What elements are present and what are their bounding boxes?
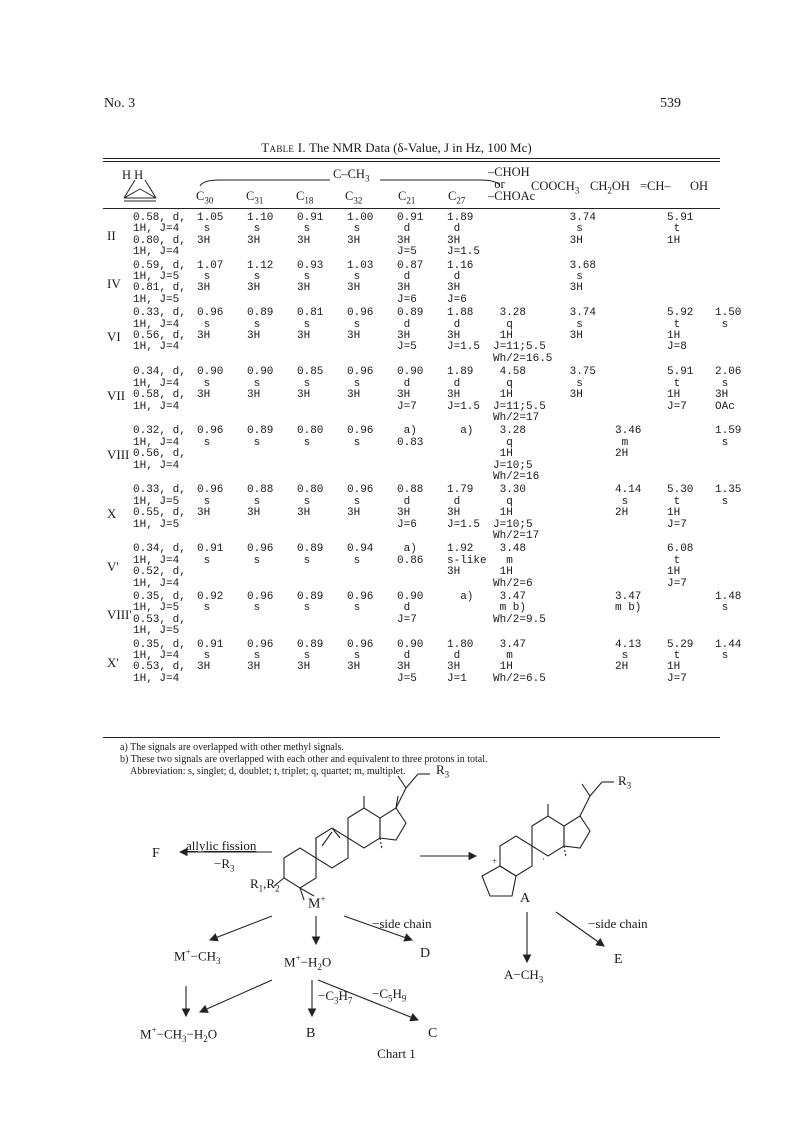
cell-c32: 0.96 s [347,591,374,615]
fragment-a-structure-icon [482,782,614,896]
cell-chohoac: 3.47 m 1H Wh/2=6.5 [493,638,546,685]
cell-ch2oh: 3.46 m 2H [615,425,642,461]
m-ch3-h2o-label: $M^+-CH_3-H_2O$ [140,1025,218,1044]
cell-c18: 0.89 s [297,591,324,615]
m-to-m-ch3-arrow [210,916,272,940]
e-label: E [614,952,623,967]
cell-cp: 0.32, d, 1H, J=4 0.56, d, 1H, J=4 [133,425,186,472]
compound-label: X [107,506,117,522]
cell-c32: 0.96 s 3H [347,366,374,402]
b-label: B [306,1026,316,1041]
cell-c18: 0.89 s [297,543,324,567]
compound-label: VI [107,329,121,345]
allylic-fission-label: allylic fission [186,838,257,853]
c18-heading: $C_{18}$ [296,189,314,206]
c30-heading: $C_{30}$ [196,189,214,206]
minus-side-chain-label-2: −side chain [588,916,648,931]
cell-c21: 0.87 d 3H J=6 [397,259,424,306]
cell-cp: 0.59, d, 1H, J=5 0.81, d, 1H, J=5 [133,259,186,306]
cell-vinyl: 5.29 t 1H J=7 [667,638,694,685]
f-label: F [152,846,160,861]
cell-vinyl: 5.92 t 1H J=8 [667,307,694,354]
cell-c27: 1.88 d 3H J=1.5 [447,307,481,354]
c21-heading: $C_{21}$ [398,189,416,206]
cell-c31: 0.96 s 3H [247,638,274,674]
cell-cp: 0.35, d, 1H, J=5 0.53, d, 1H, J=5 [133,591,186,638]
cell-chohoac: 3.47 m b) Wh/2=9.5 [493,591,546,626]
cell-c30: 1.05 s 3H [197,212,224,247]
cell-c32: 0.96 s [347,425,374,449]
minus-side-chain-label: −side chain [372,916,432,931]
cell-c31: 0.96 s [247,543,274,567]
cell-c32: 0.96 s 3H [347,307,374,343]
vinyl-heading: =CH– [640,179,671,193]
compound-label: VII [107,388,126,404]
cell-ch2oh: 3.47 m b) [615,591,642,615]
cell-c31: 0.89 s 3H [247,307,274,343]
cell-vinyl: 6.08 t 1H J=7 [667,543,694,590]
cell-oh: 1.50 s [715,307,742,331]
cell-cp: 0.58, d, 1H, J=4 0.80, d, 1H, J=4 [133,212,186,259]
cycloartane-structure-icon [274,774,430,900]
cell-c30: 0.91 s [197,543,224,567]
cell-c21: 0.91 d 3H J=5 [397,212,424,259]
cell-c31: 0.89 s [247,425,274,449]
cell-c30: 1.07 s 3H [197,259,224,295]
cell-c18: 0.89 s 3H [297,638,324,674]
a-ch3-label: $A-CH_3$ [504,967,544,985]
cell-c31: 0.96 s [247,591,274,615]
cell-c27: a) [447,591,474,603]
abbreviation-note: Abbreviation: s, singlet; d, doublet; t, triplet; q, quartet; m, multiplet. [130,766,406,777]
cell-c27: 1.89 d 3H J=1.5 [447,212,481,259]
ch2oh-heading: $CH_2OH$ [590,179,630,196]
minus-c3h7-label: $-C_3H_7$ [318,988,353,1006]
cell-c31: 0.88 s 3H [247,484,274,520]
cell-oh: 1.59 s [715,425,742,449]
cell-c18: 0.91 s 3H [297,212,324,247]
cell-vinyl: 5.91 t 1H [667,212,694,247]
r3-right-label: $R_3$ [618,773,632,791]
cell-chohoac: 3.48 m 1H Wh/2=6 [493,543,533,590]
r3-left-label: $R_3$ [436,762,450,780]
cell-c21: 0.89 d 3H J=5 [397,307,424,354]
compound-label: X' [107,654,119,670]
cell-c18: 0.81 s 3H [297,307,324,343]
cell-c27: 1.16 d 3H J=6 [447,259,474,306]
cell-c32: 0.94 s [347,543,374,567]
cell-oh: 1.35 s [715,484,742,508]
page-number: 539 [660,96,681,111]
cell-chohoac: 3.28 q 1H J=10;5 Wh/2=16 [493,425,540,483]
m-h2o-label: $M^+-H_2O$ [284,953,332,972]
c27-heading: $C_{27}$ [448,189,466,206]
cell-chohoac: 3.28 q 1H J=11;5.5 Wh/2=16.5 [493,307,553,365]
radical-dot: · [542,854,545,864]
cell-vinyl: 5.91 t 1H J=7 [667,366,694,413]
cell-c27: 1.79 d 3H J=1.5 [447,484,481,531]
cyclopropane-h-heading: H H [122,168,144,182]
cation-plus: + [492,856,498,866]
cell-c18: 0.80 s 3H [297,484,324,520]
cell-vinyl: 5.30 t 1H J=7 [667,484,694,531]
cell-c18: 0.85 s 3H [297,366,324,402]
r1r2-label: $R_1,R_2$ [250,876,280,894]
m-ch3-label: $M^+-CH_3$ [174,947,221,966]
cell-c21: 0.90 d J=7 [397,591,424,626]
minus-r3-label: $-R_3$ [214,856,235,874]
c32-heading: $C_{32}$ [345,189,363,206]
cell-cp: 0.33, d, 1H, J=4 0.56, d, 1H, J=4 [133,307,186,354]
minus-c5h9-label: $-C_5H_9$ [372,986,407,1004]
oh-heading: OH [690,179,709,193]
compound-label: VIII [107,447,130,463]
compound-label: IV [107,275,121,291]
cell-c30: 0.91 s 3H [197,638,224,674]
cell-cooch3: 3.68 s 3H [569,259,597,295]
cell-oh: 1.48 s [715,591,742,615]
chart-caption: Chart 1 [377,1046,416,1061]
compound-label: VIII' [107,607,132,623]
cell-cooch3: 3.75 s 3H [569,366,597,402]
journal-issue-number: No. 3 [104,96,136,111]
cell-c31: 1.12 s 3H [247,259,274,295]
d-label: D [420,946,431,961]
cell-c30: 0.96 s [197,425,224,449]
cell-cooch3: 3.74 s 3H [569,212,597,247]
cell-c21: 0.90 d 3H J=7 [397,366,424,413]
cell-c31: 1.10 s 3H [247,212,274,247]
cell-c30: 0.96 s 3H [197,307,224,343]
cell-oh: 1.44 s [715,638,742,663]
cell-cp: 0.33, d, 1H, J=5 0.55, d, 1H, J=5 [133,484,186,531]
cell-c21: a) 0.83 [397,425,424,449]
cell-c30: 0.92 s [197,591,224,615]
compound-label: V' [107,559,119,575]
cell-c27: 1.89 d 3H J=1.5 [447,366,481,413]
cell-c30: 0.96 s 3H [197,484,224,520]
cell-c18: 0.93 s 3H [297,259,324,295]
table-label: Table I. [261,140,306,155]
cell-c32: 0.96 s 3H [347,484,374,520]
cell-cp: 0.34, d, 1H, J=4 0.58, d, 1H, J=4 [133,366,186,413]
cell-c32: 1.00 s 3H [347,212,374,247]
chohoac-heading: –CHOH or –CHOAc [488,165,536,203]
compound-label: II [107,228,116,244]
footnote-a: a) The signals are overlapped with other methyl signals. [120,742,344,753]
cell-c31: 0.90 s 3H [247,366,274,402]
cell-c30: 0.90 s 3H [197,366,224,402]
cell-c27: 1.80 d 3H J=1 [447,638,474,685]
cell-ch2oh: 4.14 s 2H [615,484,642,520]
cell-ch2oh: 4.13 s 2H [615,638,642,674]
cell-c18: 0.80 s [297,425,324,449]
cell-c32: 0.96 s 3H [347,638,374,674]
c31-heading: $C_{31}$ [246,189,264,206]
cell-cp: 0.35, d, 1H, J=4 0.53, d, 1H, J=4 [133,638,186,685]
cell-c21: a) 0.86 [397,543,424,567]
c-ch3-heading: $C-CH_3$ [333,167,370,184]
a-label: A [520,891,531,906]
cell-c21: 0.90 d 3H J=5 [397,638,424,685]
c-label: C [428,1026,438,1041]
cell-oh: 2.06 s 3H OAc [715,366,742,413]
cell-cp: 0.34, d, 1H, J=4 0.52, d, 1H, J=4 [133,543,186,590]
cell-chohoac: 4.58 q 1H J=11;5.5 Wh/2=17 [493,366,546,424]
footnote-b: b) These two signals are overlapped with each other and equivalent to three protons in total. [120,754,488,765]
m-h2o-to-m-ch3-h2o-arrow [200,980,272,1012]
cooch3-heading: $COOCH_3$ [531,179,580,196]
cell-c27: 1.92 s-like 3H [447,543,487,579]
cell-c21: 0.88 d 3H J=6 [397,484,424,531]
cell-c32: 1.03 s 3H [347,259,374,295]
cell-chohoac: 3.30 q 1H J=10;5 Wh/2=17 [493,484,540,542]
cell-c27: a) [447,425,474,438]
table-title: The NMR Data (δ-Value, J in Hz, 100 Mc) [308,140,532,155]
cell-cooch3: 3.74 s 3H [569,307,597,343]
m-plus-label: M+ [308,894,326,912]
